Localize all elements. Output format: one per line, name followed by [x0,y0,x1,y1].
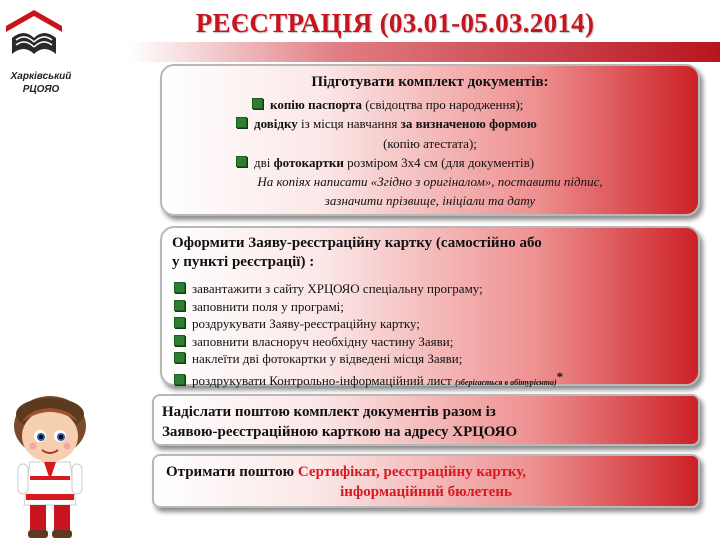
page-title: РЕЄСТРАЦІЯ (03.01-05.03.2014) [195,8,595,38]
application-heading [172,234,652,272]
bullet-icon [252,98,263,109]
send-mail-line2: Заявою-реєстраційною карткою на адресу ХРЦОЯО [162,424,518,440]
receive-mail-highlight1: Сертифікат, реєстраційну картку, [297,464,527,480]
bullet-icon [174,317,185,328]
documents-item-photos: дві фотокартки розміром 3х4 см (для документів) [236,155,534,171]
application-step: наклеїти дві фотокартки у відведені місця Заяви; [174,350,563,368]
send-mail-line1: Надіслати поштою комплект документів разом із [162,404,496,420]
application-step-note: (зберігається в абітурієнта) [455,377,557,387]
bullet-icon [174,335,185,346]
bullet-icon [174,300,185,311]
application-heading-line2: у пункті реєстрації) : [172,254,315,270]
title-underline-bar [130,42,720,62]
send-mail-card [152,394,700,446]
application-heading-line1: Оформити Заяву-реєстраційну картку (самостійно або [172,235,542,251]
application-step: роздрукувати Заяву-реєстраційну картку; [174,315,563,333]
bullet-icon [174,352,185,363]
application-step: заповнити власноруч необхідну частину Заяви; [174,333,563,351]
receive-mail-prefix: Отримати поштою [166,464,298,480]
receive-mail-highlight2: інформаційний бюлетень [340,484,512,500]
application-card [160,226,700,386]
documents-card [160,64,700,216]
book-logo-icon [4,4,64,64]
documents-item-certificate: довідку із місця навчання за визначеною формою [236,116,537,132]
cartoon-child-illustration [0,380,100,540]
documents-item-certificate-cont: (копію атестата); [383,136,477,151]
logo-caption-line2: РЦОЯО [22,84,60,95]
bullet-icon [174,282,185,293]
documents-heading: Підготувати комплект документів: [311,74,549,90]
receive-mail-card [152,454,700,508]
application-step: заповнити поля у програмі; [174,298,563,316]
footnote-star: * [556,368,564,384]
documents-note-line1: На копіях написати «Згідно з оригіналом», поставити підпис, [257,174,603,189]
send-mail-text [162,402,692,442]
logo-caption-line1: Харківський [10,71,72,82]
documents-item-passport: копію паспорта (свідоцтва про народження); [252,97,523,113]
application-step: завантажити з сайту ХРЦОЯО спеціальну програму; [174,280,563,298]
bullet-icon [236,156,247,167]
bullet-icon [174,374,185,385]
application-step: роздрукувати Контрольно-інформаційний лист (зберігається в абітурієнта)* [174,368,563,392]
application-steps-list [174,280,563,391]
logo-caption [6,70,76,96]
documents-note-line2: зазначити прізвище, ініціали та дату [324,193,536,208]
receive-mail-line1 [166,464,526,481]
bullet-icon [236,117,247,128]
